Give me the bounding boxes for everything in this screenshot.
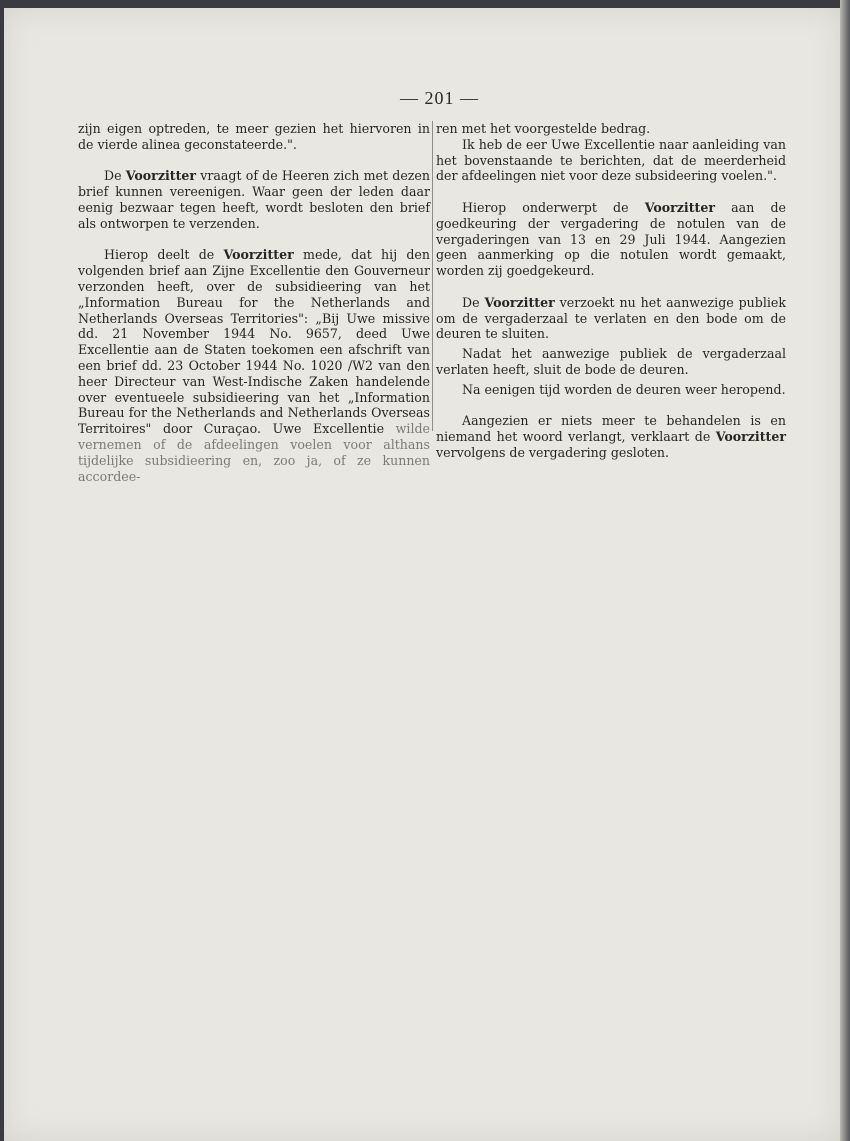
paragraph-text: Aangezien er niets meer te behandelen is en niemand het woord verlangt, verklaart de xyxy=(436,413,786,445)
paragraph xyxy=(436,413,786,460)
speaker-name: Voorzitter xyxy=(484,294,555,310)
speaker-name: Voorzitter xyxy=(125,168,197,184)
speaker-name: Voorzitter xyxy=(715,429,786,445)
scan-edge xyxy=(840,0,850,1141)
paragraph-text: vervolgens de vergadering gesloten. xyxy=(436,444,670,460)
speaker-name: Voorzitter xyxy=(223,247,294,263)
paragraph xyxy=(436,200,786,279)
paragraph-text: aan de goedkeuring der vergadering de notulen van de vergaderingen van 13 en 29 Juli 1944. Aangezien geen aanmerking op die notulen wordt gemaakt, worden zij goedgekeurd. xyxy=(436,199,786,279)
page-number: — 201 — xyxy=(400,88,479,108)
paragraph-text: mede, dat hij den volgenden brief aan Zijne Excellentie den Gouverneur verzonden heeft, over de subsidieering van het „Information Bureau for the Netherlands and Netherlands Overseas Territories": „Bij Uwe missive dd. 21 November 1944 No. 9657, deed Uwe Excellentie aan de Staten toekomen een afschrift van een brief dd. 23 October 1944 No. 1020 /W2 van den heer Directeur van West-Indische Zaken handelende over eventueele subsidieering van het „Information Bureau for the Netherlands and Netherlands Overseas Territoires" door Curaçao. Uwe Excellentie xyxy=(78,247,430,437)
paragraph-text: Hierop onderwerpt de xyxy=(462,199,645,215)
speaker-name: Voorzitter xyxy=(644,199,716,215)
paragraph xyxy=(78,247,430,484)
paragraph: Nadat het aanwezige publiek de vergaderzaal verlaten heeft, sluit de bode de deuren. xyxy=(436,346,786,377)
paragraph xyxy=(78,168,430,231)
paragraph-text: vraagt of de Heeren zich met dezen brief kunnen vereenigen. Waar geen der leden daar eenig bezwaar tegen heeft, wordt besloten den brief als ontworpen te verzenden. xyxy=(78,168,430,231)
paragraph: Ik heb de eer Uwe Excellentie naar aanleiding van het bovenstaande te berichten, dat de meerderheid der afdeelingen niet voor deze subsideering voelen.". xyxy=(436,136,786,184)
paragraph: Na eenigen tijd worden de deuren weer heropend. xyxy=(462,381,786,397)
left-column xyxy=(78,121,430,484)
paragraph: ren met het voorgestelde bedrag. xyxy=(436,121,651,136)
paragraph xyxy=(436,295,786,342)
paragraph-text: Hierop deelt de xyxy=(104,247,224,263)
paragraph-text: De xyxy=(104,168,126,184)
faded-text: wilde vernemen of de afdeelingen voelen voor althans tijdelijke subsidieering en, zoo ja, of ze kunnen accordee- xyxy=(78,421,430,484)
right-column xyxy=(436,121,786,461)
paragraph: zijn eigen optreden, te meer gezien het hiervoren in de vierde alinea geconstateerde.". xyxy=(78,121,430,152)
column-divider xyxy=(432,121,433,431)
paragraph-text: De xyxy=(462,294,485,310)
paragraph-text: verzoekt nu het aanwezige publiek om de vergaderzaal te verlaten en den bode om de deuren te sluiten. xyxy=(436,294,786,342)
